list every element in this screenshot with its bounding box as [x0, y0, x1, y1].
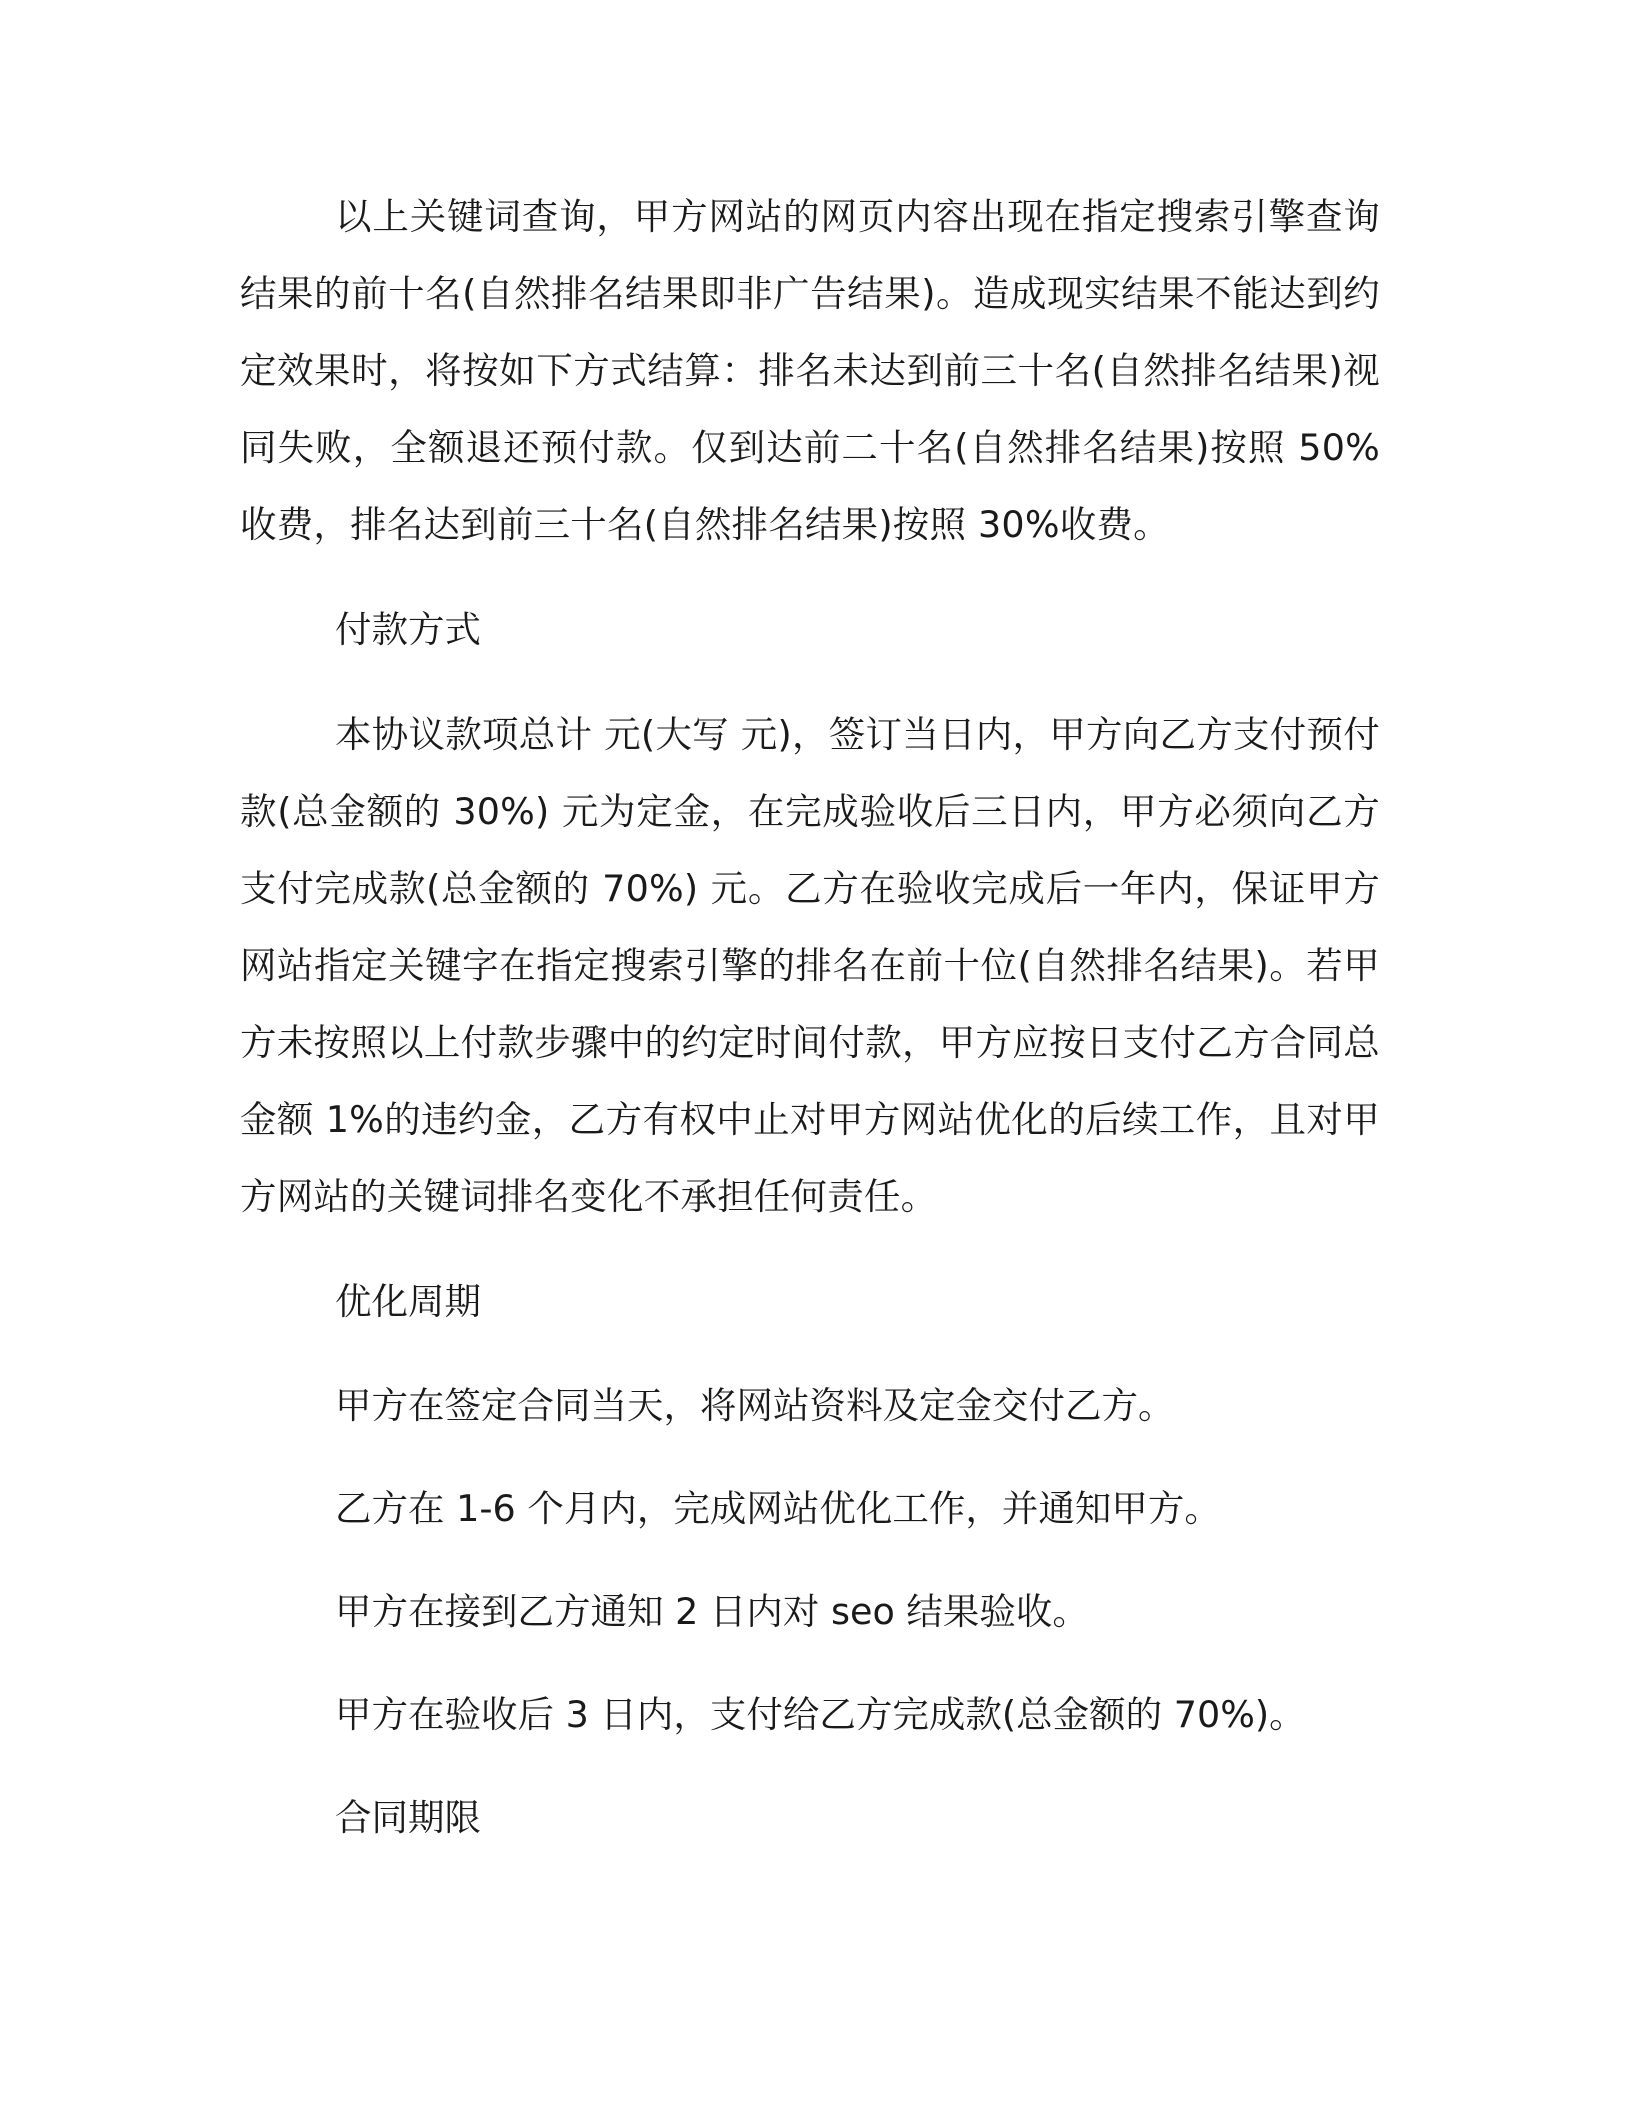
- paragraph-payment-terms: 本协议款项总计 元(大写 元)，签订当日内，甲方向乙方支付预付款(总金额的 30%) 元为定金，在完成验收后三日内，甲方必须向乙方支付完成款(总金额的 70%) 元。乙方在验收完成后一年内，保证甲方网站指定关键字在指定搜索引擎的排名在前十位(自然排名结果)。若甲方未按照以上付款步骤中的约定时间付款，甲方应按日支付乙方合同总金额 1%的违约金，乙方有权中止对甲方网站优化的后续工作，且对甲方网站的关键词排名变化不承担任何责任。: [240, 713, 1380, 1218]
- cycle-item: 甲方在验收后 3 日内，支付给乙方完成款(总金额的 70%)。: [335, 1693, 1306, 1736]
- cycle-item: 甲方在签定合同当天，将网站资料及定金交付乙方。: [335, 1384, 1175, 1427]
- heading-optimization-cycle: 优化周期: [335, 1280, 481, 1323]
- cycle-item: 乙方在 1-6 个月内，完成网站优化工作，并通知甲方。: [335, 1487, 1221, 1530]
- heading-contract-term: 合同期限: [335, 1796, 481, 1839]
- cycle-item: 甲方在接到乙方通知 2 日内对 seo 结果验收。: [335, 1590, 1089, 1633]
- heading-payment-method: 付款方式: [335, 608, 481, 651]
- paragraph-ranking-settlement: 以上关键词查询，甲方网站的网页内容出现在指定搜索引擎查询结果的前十名(自然排名结果即非广告结果)。造成现实结果不能达到约定效果时，将按如下方式结算：排名未达到前三十名(自然排名结果)视同失败，全额退还预付款。仅到达前二十名(自然排名结果)按照 50%收费，排名达到前三十名(自然排名结果)按照 30%收费。: [240, 195, 1380, 546]
